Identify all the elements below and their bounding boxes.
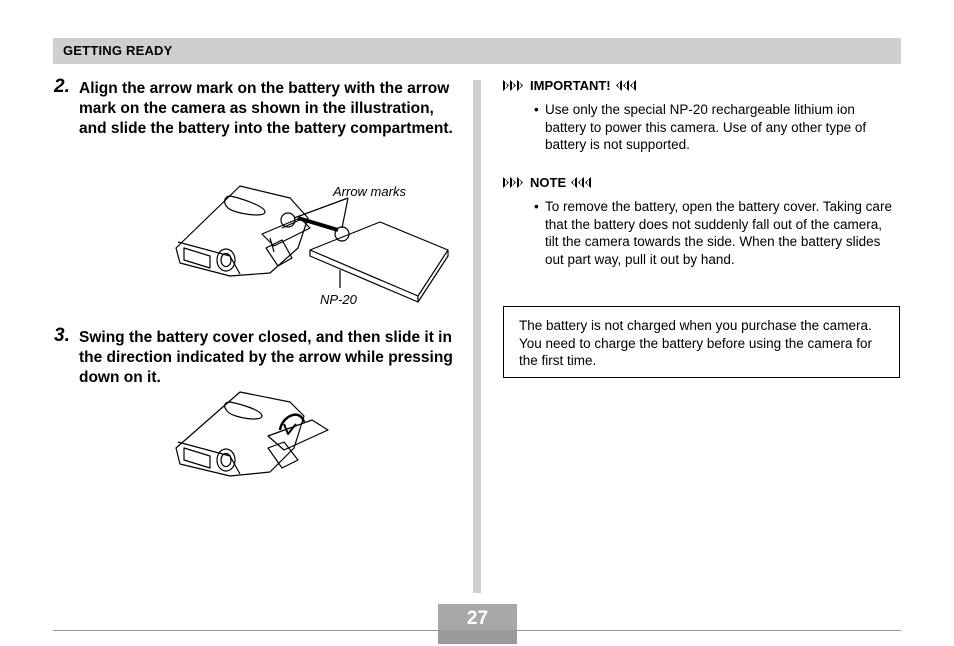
column-divider bbox=[473, 80, 481, 593]
section-header-bar bbox=[53, 38, 901, 64]
right-pointing-marks-icon bbox=[503, 177, 525, 188]
left-pointing-marks-icon bbox=[616, 80, 638, 91]
bullet-dot: • bbox=[534, 199, 539, 214]
bullet-dot: • bbox=[534, 102, 539, 117]
step-number: 2. bbox=[54, 76, 70, 97]
battery-model-label: NP-20 bbox=[320, 292, 357, 307]
note-title: NOTE bbox=[530, 175, 567, 190]
battery-insert-illustration bbox=[170, 178, 460, 310]
arrow-marks-label: Arrow marks bbox=[333, 184, 406, 199]
note-heading bbox=[503, 175, 593, 190]
important-text: Use only the special NP-20 rechargeable lithium ion battery to power this camera. Use of any other type of battery is not supported. bbox=[545, 102, 867, 152]
battery-cover-illustration bbox=[172, 386, 342, 482]
info-box-text: The battery is not charged when you purchase the camera. You need to charge the battery before using the camera for the first time. bbox=[519, 318, 872, 368]
important-title: IMPORTANT! bbox=[530, 78, 611, 93]
page-number: 27 bbox=[466, 608, 489, 629]
step-instruction: Swing the battery cover closed, and then slide it in the direction indicated by the arrow while pressing down on it. bbox=[79, 329, 453, 386]
right-pointing-marks-icon bbox=[503, 80, 525, 91]
step-instruction: Align the arrow mark on the battery with the arrow mark on the camera as shown in the illustration, and slide the battery into the battery compartment. bbox=[79, 80, 453, 137]
left-pointing-marks-icon bbox=[571, 177, 593, 188]
page-number-badge bbox=[438, 604, 517, 644]
important-heading bbox=[503, 78, 638, 93]
note-text: To remove the battery, open the battery cover. Taking care that the battery does not suddenly fall out of the camera, tilt the camera towards the side. When the battery slides out part way, pull it out by hand. bbox=[545, 199, 892, 267]
section-title: GETTING READY bbox=[63, 43, 173, 58]
step-number: 3. bbox=[54, 325, 70, 346]
info-box bbox=[503, 306, 900, 378]
